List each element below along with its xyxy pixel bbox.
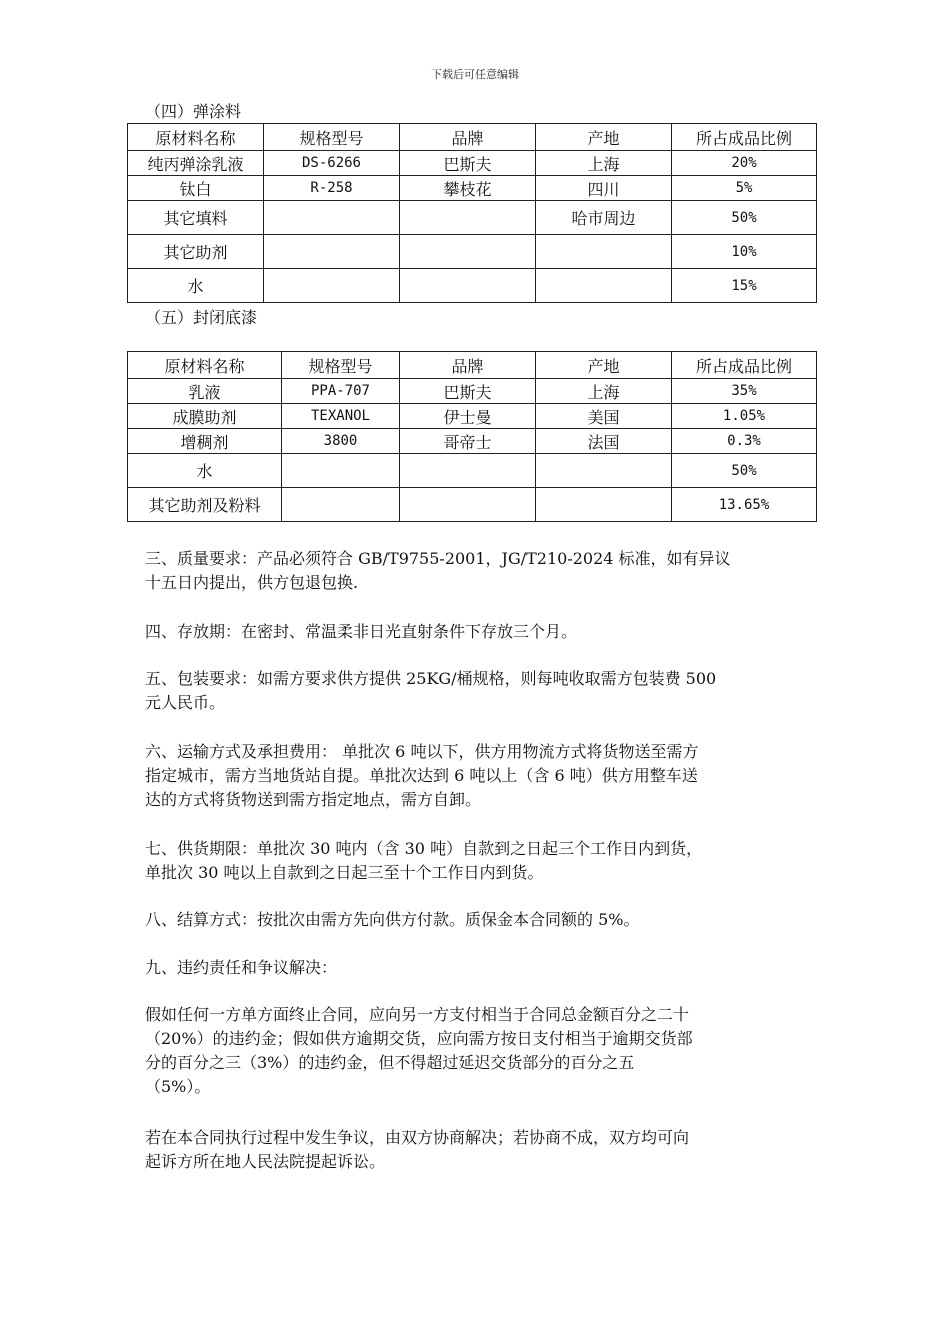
paragraph-quality-requirements [145, 547, 810, 595]
table-cell [264, 235, 400, 269]
header-cell: 品牌 [400, 124, 536, 151]
table-header-row [128, 124, 817, 151]
paragraph-liability-heading [145, 956, 810, 980]
table-cell: 美国 [536, 404, 672, 429]
table-cell [400, 488, 536, 522]
table-cell: R-258 [264, 176, 400, 201]
table-cell [400, 201, 536, 235]
header-cell: 品牌 [400, 352, 536, 379]
table-cell: DS-6266 [264, 151, 400, 176]
table-cell: 1.05% [672, 404, 817, 429]
table-cell: 成膜助剂 [128, 404, 282, 429]
table-cell: 10% [672, 235, 817, 269]
table-cell [264, 201, 400, 235]
paragraph-packaging [145, 667, 810, 715]
text-line: 指定城市，需方当地货站自提。单批次达到 6 吨以上（含 6 吨）供方用整车送 [145, 766, 698, 785]
table-cell: 50% [672, 201, 817, 235]
table-cell: 35% [672, 379, 817, 404]
table-cell: 上海 [536, 379, 672, 404]
table-row [128, 488, 817, 522]
text-line: 九、违约责任和争议解决： [145, 958, 338, 977]
paragraph-storage-period [145, 620, 810, 644]
table-row [128, 454, 817, 488]
table-cell [536, 488, 672, 522]
text-line: （20%）的违约金；假如供方逾期交货，应向需方按日支付相当于逾期交货部 [145, 1029, 693, 1048]
table-cell [400, 269, 536, 303]
text-line: 若在本合同执行过程中发生争议，由双方协商解决；若协商不成，双方均可向 [145, 1128, 690, 1147]
table-cell [536, 269, 672, 303]
header-cell: 原材料名称 [128, 124, 264, 151]
table-cell: 哥帝士 [400, 429, 536, 454]
header-cell: 规格型号 [282, 352, 400, 379]
table-cell: 纯丙弹涂乳液 [128, 151, 264, 176]
table-cell [400, 235, 536, 269]
page-header: 下载后可任意编辑 [431, 68, 519, 81]
materials-table-2 [127, 351, 817, 522]
table-cell: 50% [672, 454, 817, 488]
header-cell: 所占成品比例 [672, 124, 817, 151]
table-row [128, 379, 817, 404]
paragraph-dispute-resolution [145, 1126, 810, 1174]
text-line: 七、供货期限：单批次 30 吨内（含 30 吨）自款到之日起三个工作日内到货， [145, 839, 703, 858]
table-cell: PPA-707 [282, 379, 400, 404]
materials-table-1 [127, 123, 817, 303]
text-line: 达的方式将货物送到需方指定地点，需方自卸。 [145, 790, 482, 809]
table-cell [536, 454, 672, 488]
table-cell: 巴斯夫 [400, 379, 536, 404]
table-cell: 15% [672, 269, 817, 303]
paragraph-settlement [145, 908, 810, 932]
table-row [128, 269, 817, 303]
text-line: 五、包装要求：如需方要求供方提供 25KG/桶规格，则每吨收取需方包装费 500 [145, 669, 717, 688]
table-cell: 其它助剂及粉料 [128, 488, 282, 522]
text-line: 六、运输方式及承担费用： 单批次 6 吨以下，供方用物流方式将货物送至需方 [145, 742, 699, 761]
table-cell: 5% [672, 176, 817, 201]
text-line: 元人民币。 [145, 693, 226, 712]
text-line: 十五日内提出，供方包退包换. [145, 573, 359, 592]
section-title-fengbi-diqi: （五）封闭底漆 [145, 308, 258, 327]
paragraph-delivery-period [145, 837, 810, 885]
paragraph-termination-penalty [145, 1003, 810, 1099]
header-cell: 所占成品比例 [672, 352, 817, 379]
paragraph-transport [145, 740, 810, 812]
table-cell [400, 454, 536, 488]
table-cell [264, 269, 400, 303]
text-line: （5%）。 [145, 1077, 211, 1096]
text-line: 八、结算方式：按批次由需方先向供方付款。质保金本合同额的 5%。 [145, 910, 640, 929]
header-cell: 规格型号 [264, 124, 400, 151]
text-line: 四、存放期：在密封、常温柔非日光直射条件下存放三个月。 [145, 622, 578, 641]
table-cell: 其它助剂 [128, 235, 264, 269]
table-cell: 水 [128, 454, 282, 488]
table-cell: 水 [128, 269, 264, 303]
table-cell: 增稠剂 [128, 429, 282, 454]
table-row [128, 429, 817, 454]
table-row [128, 404, 817, 429]
table-cell [282, 488, 400, 522]
table-cell: 20% [672, 151, 817, 176]
table-cell: 法国 [536, 429, 672, 454]
text-line: 假如任何一方单方面终止合同，应向另一方支付相当于合同总金额百分之二十 [145, 1005, 690, 1024]
table-cell: 13.65% [672, 488, 817, 522]
table-cell: 攀枝花 [400, 176, 536, 201]
table-cell [536, 235, 672, 269]
table-cell: 钛白 [128, 176, 264, 201]
table-cell [282, 454, 400, 488]
text-line: 分的百分之三（3%）的违约金，但不得超过延迟交货部分的百分之五 [145, 1053, 635, 1072]
table-header-row [128, 352, 817, 379]
table-cell: 0.3% [672, 429, 817, 454]
text-line: 起诉方所在地人民法院提起诉讼。 [145, 1152, 386, 1171]
table-cell: 其它填料 [128, 201, 264, 235]
section-title-tanculiao: （四）弹涂料 [145, 102, 242, 121]
header-cell: 原材料名称 [128, 352, 282, 379]
table-row [128, 176, 817, 201]
text-line: 单批次 30 吨以上自款到之日起三至十个工作日内到货。 [145, 863, 544, 882]
text-line: 三、质量要求：产品必须符合 GB/T9755-2001，JG/T210-2024 标准，如有异议 [145, 549, 731, 568]
table-row [128, 235, 817, 269]
header-cell: 产地 [536, 124, 672, 151]
table-cell: 四川 [536, 176, 672, 201]
table-row [128, 151, 817, 176]
table-cell: 伊士曼 [400, 404, 536, 429]
table-cell: TEXANOL [282, 404, 400, 429]
table-cell: 上海 [536, 151, 672, 176]
header-cell: 产地 [536, 352, 672, 379]
table-cell: 哈市周边 [536, 201, 672, 235]
table-row [128, 201, 817, 235]
table-cell: 巴斯夫 [400, 151, 536, 176]
table-cell: 乳液 [128, 379, 282, 404]
table-cell: 3800 [282, 429, 400, 454]
